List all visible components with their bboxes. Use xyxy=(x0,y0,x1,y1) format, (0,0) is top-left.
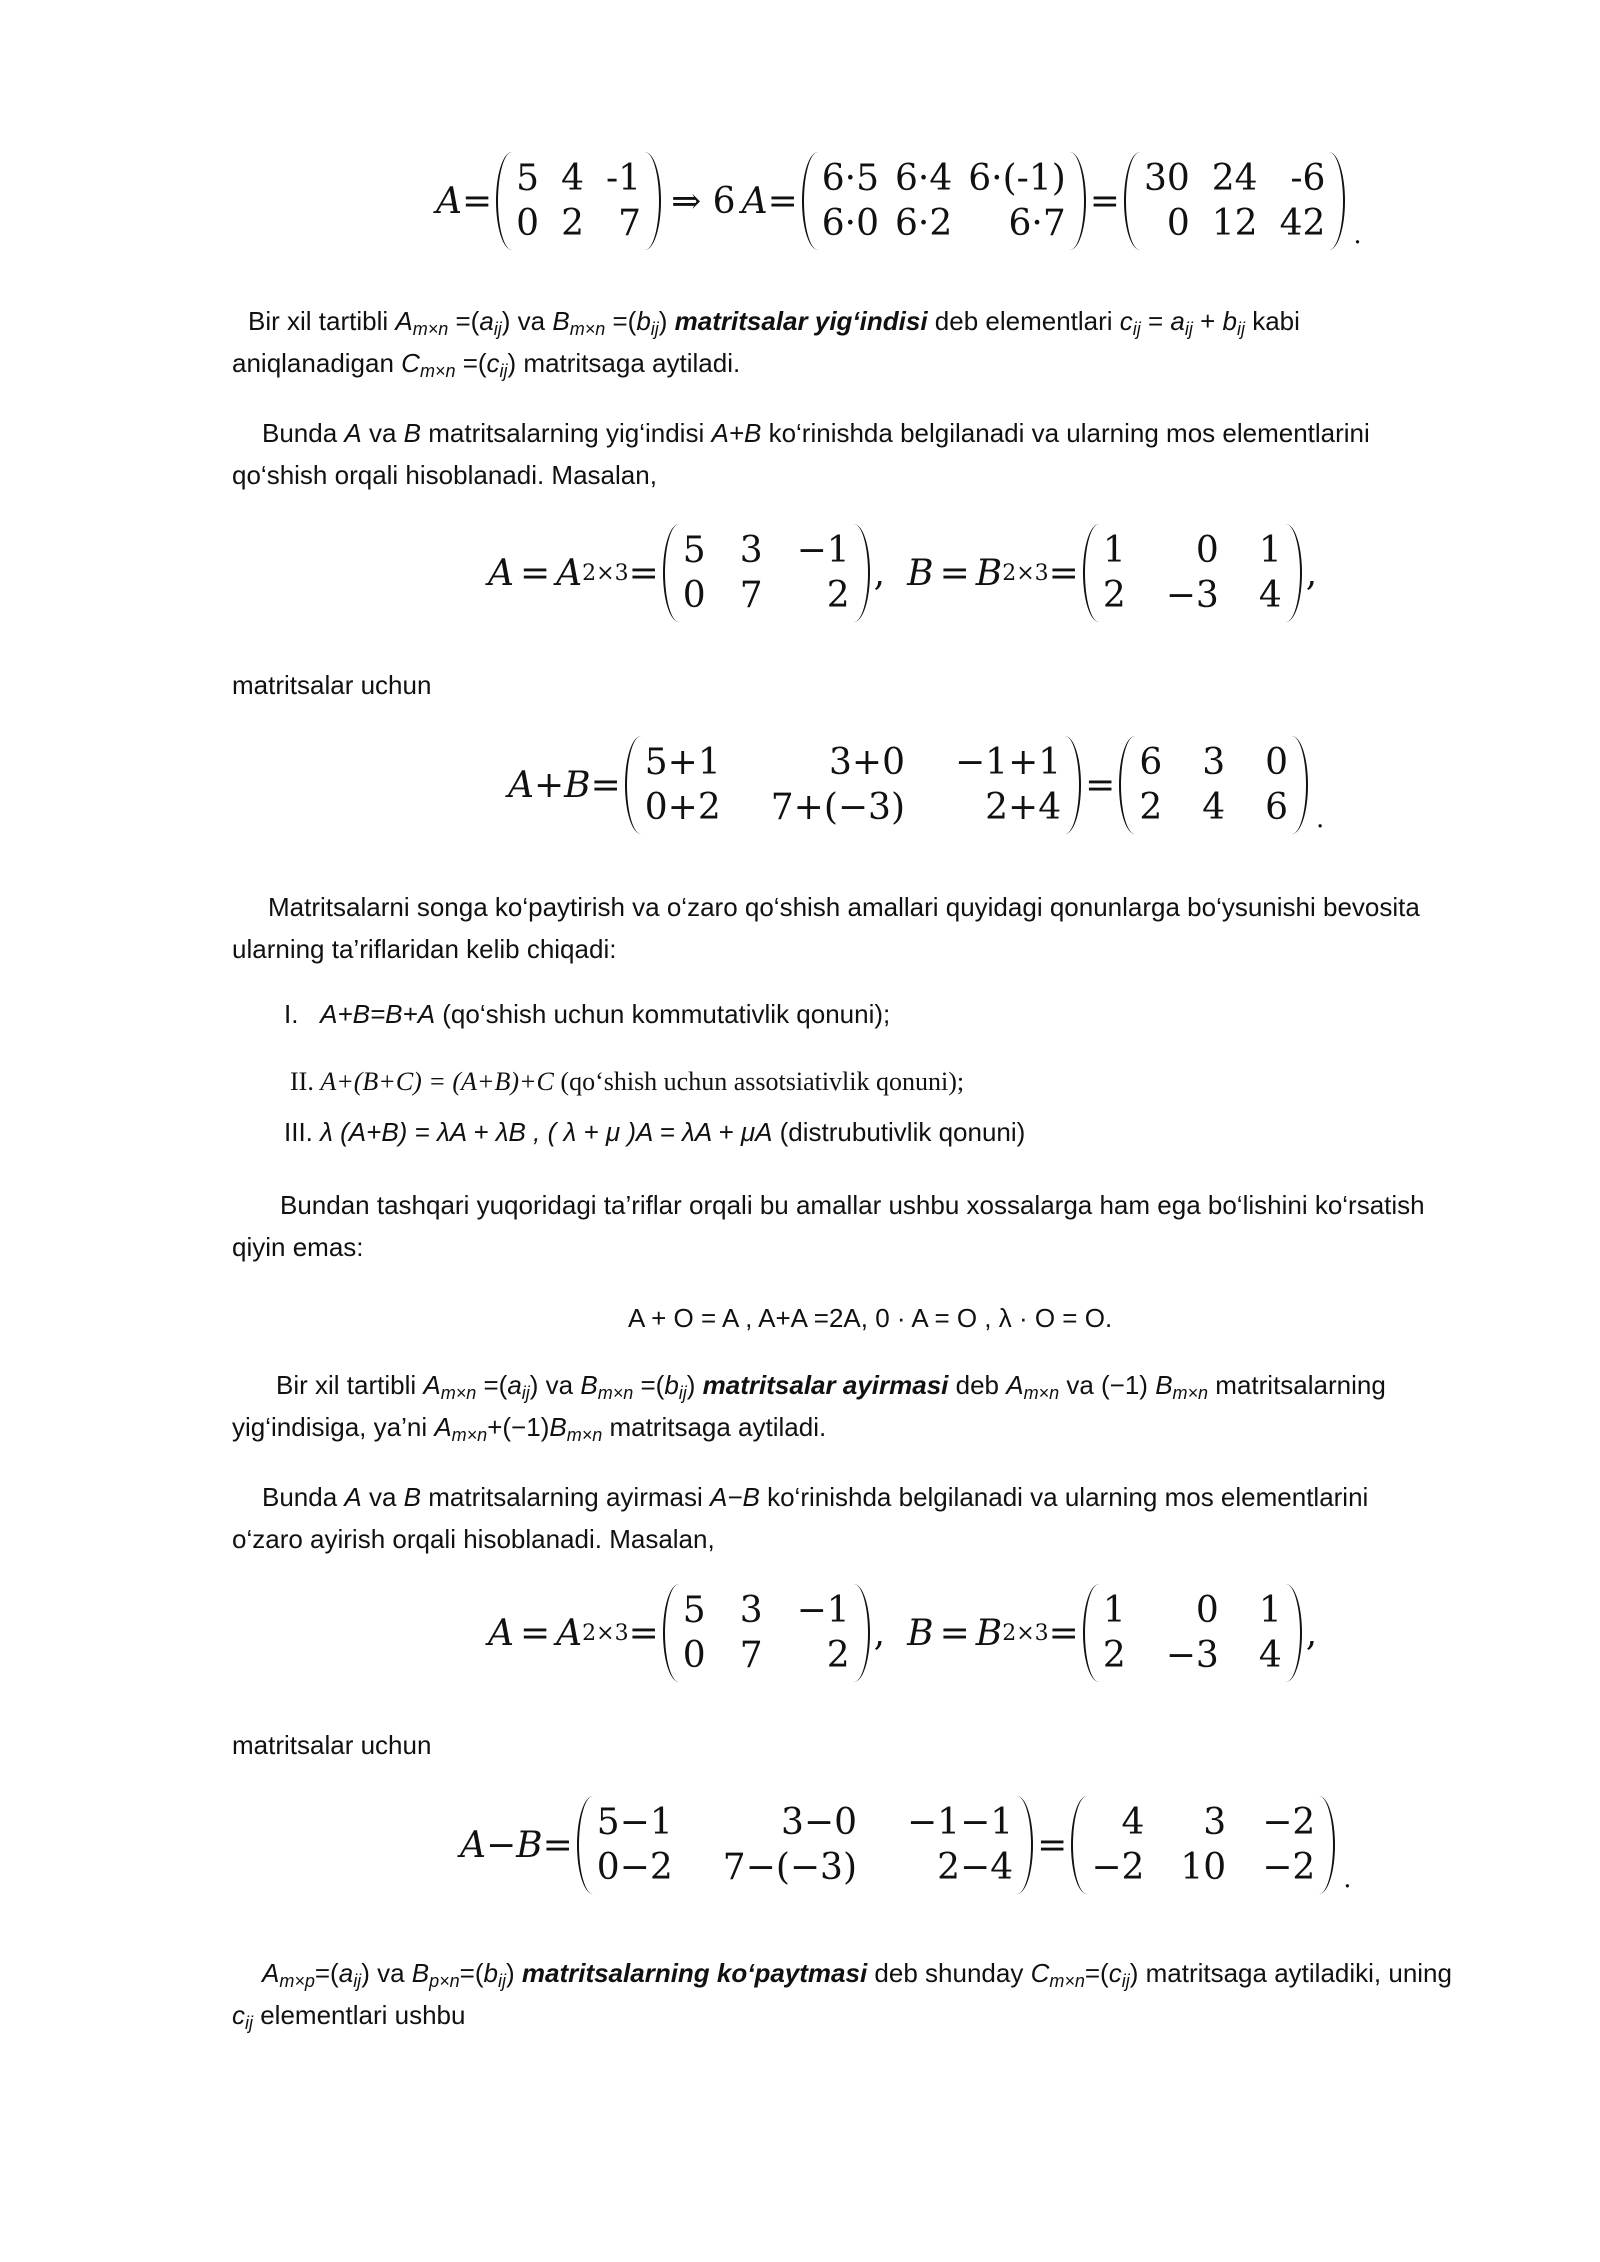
paragraph-additional-props: Bundan tashqari yuqoridagi ta’riflar orqali bu amallar ushbu xossalarga ham ega bo‘lishini ko‘rsatish xyxy=(280,1190,1425,1220)
law-commutative: I. A+B=B+A (qo‘shish uchun kommutativlik qonuni); xyxy=(284,999,891,1029)
matrix-diff-result: 4 3 −2 −2 10 −2 xyxy=(1071,1796,1335,1894)
matrix-cell: 30 xyxy=(1143,158,1190,199)
matrix-cell: -1 xyxy=(605,158,642,199)
matrix-cell: 0 xyxy=(1166,203,1190,244)
properties-formula: A + O = A , A+A =2A, 0 · A = O , λ · O = O. xyxy=(628,1303,1113,1333)
paragraph-properties-intro: Matritsalarni songa ko‘paytirish va o‘zaro qo‘shish amallari quyidagi qonunlarga bo‘ysunishi bevosita xyxy=(268,892,1420,922)
equation-difference-result: A−B= 5−1 3−0 −1−1 0−2 7−(−3) 2−4 = 4 3 −2 −2 10 −2 . xyxy=(460,1796,1352,1894)
matrix-symbol: A xyxy=(741,180,768,222)
paragraph-difference-definition: Bir xil tartibli Am×n =(aij) va Bm×n =(bij) matritsalar ayirmasi deb Am×n va (−1) Bm×n matritsalarning xyxy=(276,1370,1386,1403)
paragraph-sum-notation: Bunda A va B matritsalarning yig‘indisi A+B ko‘rinishda belgilanadi va ularning mos elementlarini xyxy=(262,418,1370,448)
period: . xyxy=(1353,220,1362,250)
text-matritsalar-uchun: matritsalar uchun xyxy=(232,1730,432,1760)
law-associative: II. A+(B+C) = (A+B)+C (qo‘shish uchun assotsiativlik qonuni); xyxy=(290,1067,965,1096)
matrix-cell: 7 xyxy=(618,203,642,244)
matrix-cell: 42 xyxy=(1279,203,1326,244)
paragraph-product-definition-line2: cij elementlari ushbu xyxy=(232,2000,466,2033)
matrix-cell: 24 xyxy=(1211,158,1258,199)
matrix-symbol: A= xyxy=(436,180,493,222)
matrix-result xyxy=(1124,152,1345,250)
matrix-cell: 6·5 xyxy=(821,158,880,199)
matrix-cell: 2 xyxy=(561,203,584,244)
matrix-sum-expanded: 5+1 3+0 −1+1 0+2 7+(−3) 2+4 xyxy=(625,736,1081,834)
matrix-cell: 12 xyxy=(1211,203,1258,244)
paragraph-sum-definition: Bir xil tartibli Am×n =(aij) va Bm×n =(bij) matritsalar yig‘indisi deb elementlari cij = aij + bij kabi xyxy=(248,306,1300,339)
definition-term: matritsalar yig‘indisi xyxy=(674,306,928,336)
paragraph-difference-notation-line2: o‘zaro ayirish orqali hisoblanadi. Masalan, xyxy=(232,1524,715,1554)
paragraph-sum-definition-line2: aniqlanadigan Cm×n =(cij) matritsaga aytiladi. xyxy=(232,348,741,381)
paragraph-difference-notation: Bunda A va B matritsalarning ayirmasi A−B ko‘rinishda belgilanadi va ularning mos elementlarini xyxy=(262,1482,1369,1512)
paragraph-additional-props-line2: qiyin emas: xyxy=(232,1232,364,1262)
matrix-a: 5 3 −1 0 7 2 xyxy=(663,524,870,622)
matrix-cell: -6 xyxy=(1290,158,1326,199)
matrix-sum-result: 6 3 0 2 4 6 xyxy=(1119,736,1308,834)
equation-sum-result: A+B= 5+1 3+0 −1+1 0+2 7+(−3) 2+4 = 6 3 0 2 4 6 . xyxy=(508,736,1324,834)
matrix-cell: 0 xyxy=(516,203,540,244)
matrix-cell: 6·2 xyxy=(895,203,953,244)
matrix-products xyxy=(802,152,1086,250)
equals-sign: = xyxy=(1089,180,1120,222)
matrix-cell: 6·7 xyxy=(1008,203,1066,244)
matrix-cell: 6·4 xyxy=(895,158,953,199)
paragraph-properties-intro-line2: ularning ta’riflaridan kelib chiqadi: xyxy=(232,934,617,964)
matrix-b: 1 0 1 2 −3 4 xyxy=(1083,524,1302,622)
definition-term: matritsalarning ko‘paytmasi xyxy=(521,1958,868,1988)
paragraph-sum-notation-line2: qo‘shish orqali hisoblanadi. Masalan, xyxy=(232,460,657,490)
implies-sign: ⇒ 6 xyxy=(671,180,736,222)
text-matritsalar-uchun: matritsalar uchun xyxy=(232,670,432,700)
matrix-a: 5 3 −1 0 7 2 xyxy=(663,1584,870,1682)
equation-matrices-a-b: A = A 2×3 = 5 3 −1 0 7 2 , B = B 2×3 = 1 0 1 2 −3 4 , xyxy=(488,524,1317,622)
matrix-cell: 4 xyxy=(561,158,584,199)
matrix-a xyxy=(496,152,661,250)
equation-matrices-a-b-2: A = A 2×3 = 5 3 −1 0 7 2 , B = B 2×3 = 1 0 1 2 −3 4 , xyxy=(488,1584,1317,1682)
law-distributive: III. λ (A+B) = λA + λB , ( λ + μ )A = λA + μA (distrubutivlik qonuni) xyxy=(284,1117,1026,1147)
paragraph-difference-definition-line2: yig‘indisiga, ya’ni Am×n+(−1)Bm×n matritsaga aytiladi. xyxy=(232,1412,827,1445)
matrix-cell: 6·(-1) xyxy=(968,158,1066,199)
equals-sign: = xyxy=(767,180,798,222)
equation-scalar-multiplication xyxy=(436,152,1362,250)
matrix-b: 1 0 1 2 −3 4 xyxy=(1083,1584,1302,1682)
paragraph-product-definition: Am×p=(aij) va Bp×n=(bij) matritsalarning ko‘paytmasi deb shunday Cm×n=(cij) matritsaga aytiladiki, uning xyxy=(262,1958,1452,1991)
matrix-cell: 6·0 xyxy=(821,203,880,244)
matrix-diff-expanded: 5−1 3−0 −1−1 0−2 7−(−3) 2−4 xyxy=(577,1796,1033,1894)
definition-term: matritsalar ayirmasi xyxy=(702,1370,949,1400)
matrix-cell: 5 xyxy=(516,158,540,199)
